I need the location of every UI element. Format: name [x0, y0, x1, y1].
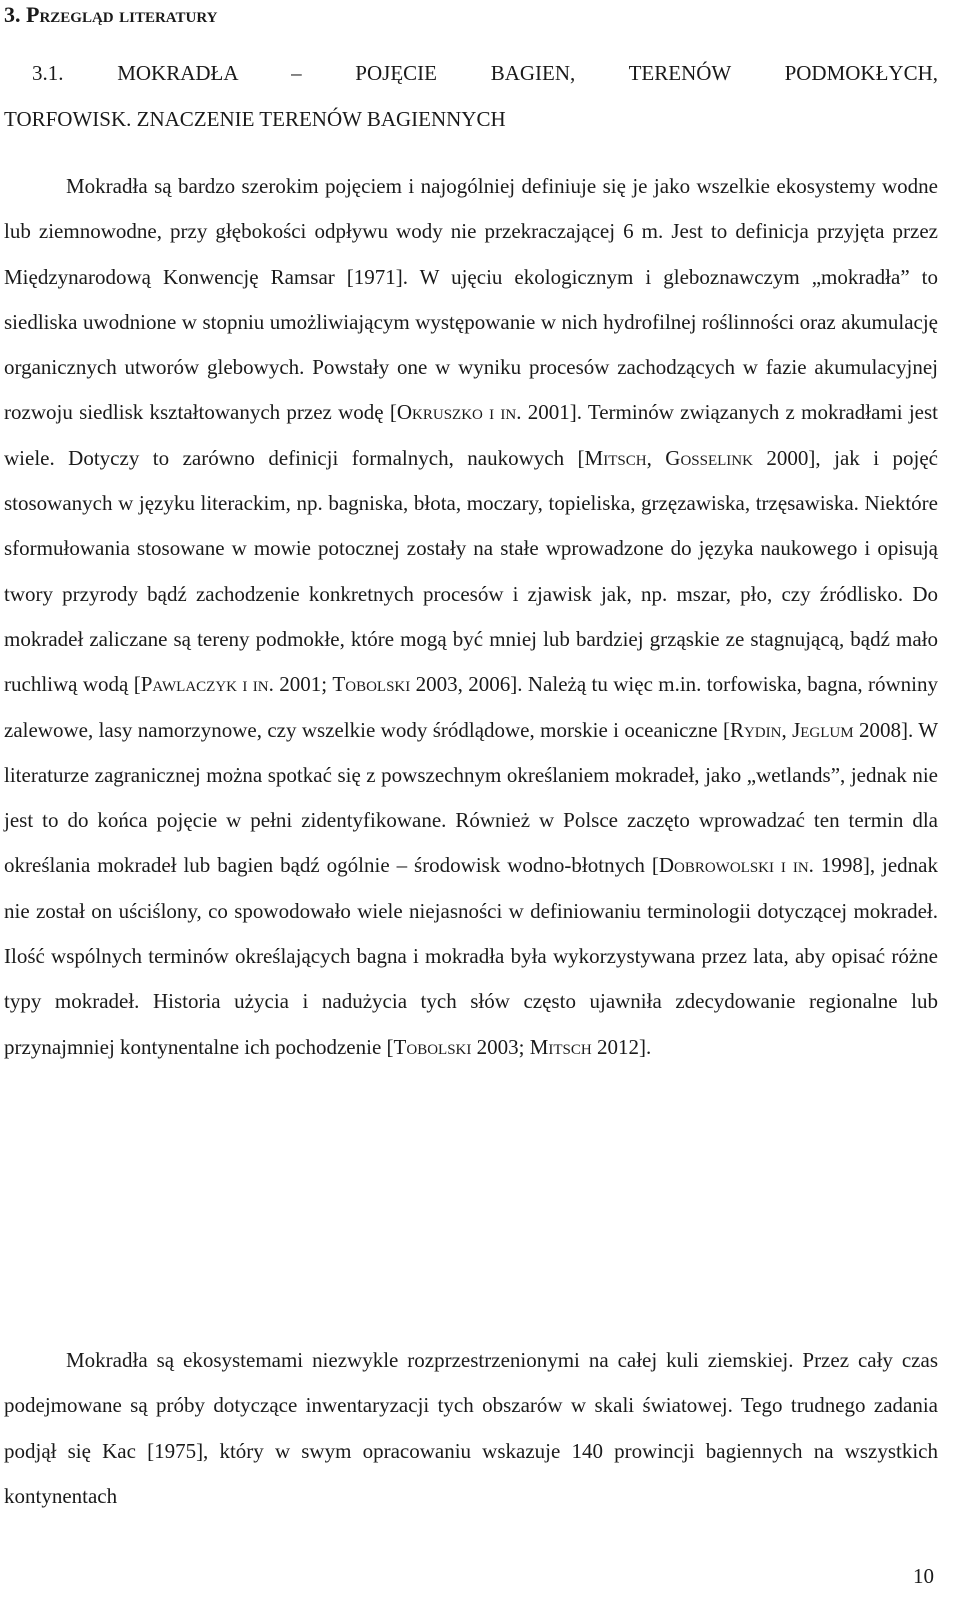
text-run: , [646, 445, 666, 470]
text-run: 2008]. W literaturze zagranicznej można spotkać się z powszechnym określaniem mokradeł, jako „wetlands”, jednak nie jest to do końca pojęcie w pełni zidentyfikowane. Również w Polsce zaczęto wprowadzać ten termin dla określania mokradeł lub bagien bądź ogólnie – środowisk wodno-błotnych [ [4, 717, 939, 878]
section-heading [4, 50, 938, 142]
text-run: 2003, 2006]. Należą tu więc m.in. torfowiska, bagna, równiny zalewowe, lasy namorzynowe, czy wszelkie wody śródlądowe, morskie i oceaniczne [ [4, 672, 939, 742]
paragraph-1 [4, 164, 938, 1070]
text-run: 2001]. Terminów związanych z mokradłami jest wiele. Dotyczy to zarówno definicji formalnych, naukowych [ [4, 400, 939, 470]
paragraph-2: Mokradła są ekosystemami niezwykle rozprzestrzenionymi na całej kuli ziemskiej. Przez cały czas podejmowane są próby dotyczące inwentaryzacji tych obszarów w skali światowej. Tego trudnego zadania podjął się Kac [1975], który w swym opracowaniu wskazuje 140 prowincji bagiennych na wszystkich kontynentach [4, 1348, 938, 1508]
text-run: 2003; [471, 1034, 530, 1059]
text-run: Mokradła są bardzo szerokim pojęciem i najogólniej definiuje się je jako wszelkie ekosystemy wodne lub ziemnowodne, przy głębokości odpływu wody nie przekraczającej 6 m. Jest to definicja przyjęta przez Międzynarodową Konwencję Ramsar [1971]. W ujęciu ekologicznym i gleboznawczym „mokradła” to siedliska uwodnione w stopniu umożliwiającym występowanie w nich hydrofilnej roślinności oraz akumulację organicznych utworów glebowych. Powstały one w wyniku procesów zachodzących w fazie akumulacyjnej rozwoju siedlisk kształtowanych przez wodę [ [4, 174, 938, 425]
citation-author: Okruszko i in. [396, 400, 522, 425]
text-run: , [781, 717, 793, 742]
citation-author: Tobolski [393, 1034, 472, 1059]
section-heading-line-1: 3.1. MOKRADŁA – POJĘCIE BAGIEN, TERENÓW PODMOKŁYCH, [32, 61, 938, 85]
citation-author: Jeglum [792, 717, 854, 742]
text-run: 1998], jednak nie został on uściślony, co spowodowało wiele niejasności w definiowaniu terminologii dotyczącej mokradeł. Ilość wspólnych terminów określających bagna i mokradła była wykorzystywana przez lata, aby opisać różne typy mokradeł. Historia użycia i nadużycia tych słów często ujawniła zdecydowanie regionalne lub przynajmniej kontynentalne ich pochodzenie [ [4, 853, 938, 1059]
citation-author: Mitsch [584, 445, 647, 470]
citation-author: Rydin [729, 717, 782, 742]
chapter-heading [4, 2, 218, 28]
chapter-title: Przegląd literatury [26, 2, 218, 27]
chapter-number: 3. [4, 2, 21, 27]
citation-author: Pawlaczyk i in. [140, 672, 274, 697]
citation-author: Dobrowolski i in. [658, 853, 814, 878]
text-run: 2001; [273, 672, 333, 697]
page-number: 10 [913, 1564, 934, 1588]
text-run: 2012]. [591, 1034, 652, 1059]
section-heading-line-2: TORFOWISK. ZNACZENIE TERENÓW BAGIENNYCH [4, 107, 506, 131]
citation-author: Mitsch [529, 1034, 592, 1059]
citation-author: Gosselink [665, 445, 753, 470]
citation-author: Tobolski [332, 672, 411, 697]
text-run: 2000], jak i pojęć stosowanych w języku literackim, np. bagniska, błota, moczary, topieliska, grzęzawiska, trzęsawiska. Niektóre sformułowania stosowane w mowie potocznej zostały na stałe wprowadzone do języka naukowego i opisują twory przyrody bądź zachodzenie konkretnych procesów i zjawisk jak, np. mszar, pło, czy źródlisko. Do mokradeł zaliczane są tereny podmokłe, które mogą być mniej lub bardziej grząskie ze stagnującą, bądź mało ruchliwą wodą [ [4, 445, 939, 697]
